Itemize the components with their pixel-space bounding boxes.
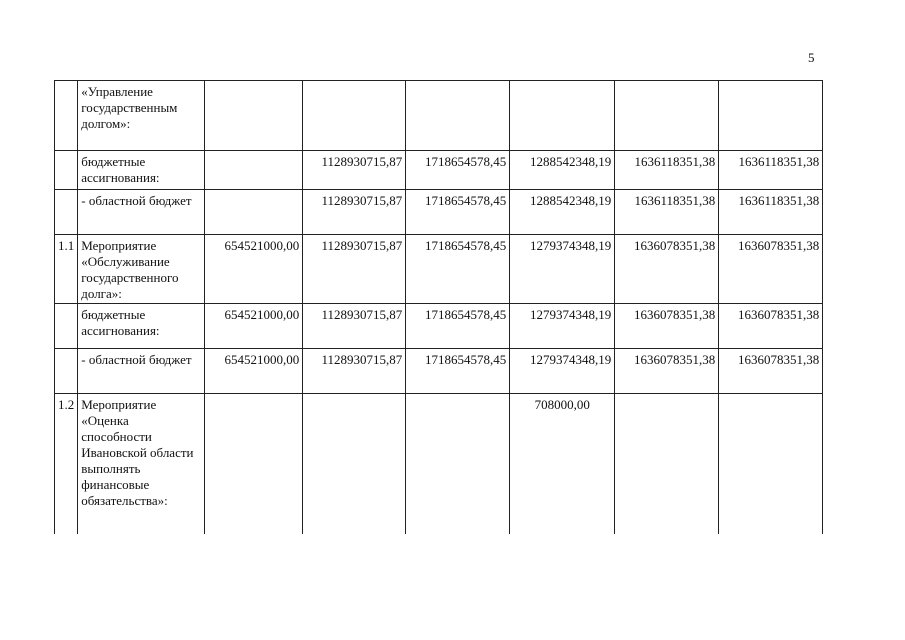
value-cell: 1718654578,45 xyxy=(406,235,510,304)
table-body xyxy=(55,81,823,534)
row-index-cell: 1.1 xyxy=(55,235,78,304)
row-name-cell: - областной бюджет xyxy=(78,349,205,394)
value-cell xyxy=(205,151,303,190)
row-index-cell xyxy=(55,349,78,394)
value-cell xyxy=(303,81,406,151)
value-cell: 1128930715,87 xyxy=(303,151,406,190)
value-cell: 1279374348,19 xyxy=(510,349,615,394)
value-cell: 1128930715,87 xyxy=(303,235,406,304)
row-name-cell: бюджетные ассигнования: xyxy=(78,304,205,349)
value-cell xyxy=(719,394,823,534)
value-cell: 1718654578,45 xyxy=(406,304,510,349)
page-number: 5 xyxy=(808,50,815,65)
value-cell: 1636078351,38 xyxy=(719,349,823,394)
value-cell xyxy=(205,81,303,151)
value-cell: 1288542348,19 xyxy=(510,190,615,235)
row-name-cell: Мероприятие «Оценка способности Ивановской области выполнять финансовые обязательства»: xyxy=(78,394,205,534)
row-name-cell: - областной бюджет xyxy=(78,190,205,235)
value-cell xyxy=(303,394,406,534)
row-index-cell xyxy=(55,151,78,190)
row-name-cell: Мероприятие «Обслуживание государственного долга»: xyxy=(78,235,205,304)
value-cell: 1636078351,38 xyxy=(719,304,823,349)
table-row xyxy=(55,304,823,349)
table-row xyxy=(55,81,823,151)
value-cell: 1288542348,19 xyxy=(510,151,615,190)
value-cell xyxy=(615,81,719,151)
value-cell: 1636078351,38 xyxy=(615,349,719,394)
table-row xyxy=(55,394,823,534)
value-cell: 1636118351,38 xyxy=(719,151,823,190)
row-name-cell: бюджетные ассигнования: xyxy=(78,151,205,190)
value-cell: 1636078351,38 xyxy=(615,304,719,349)
row-index-cell xyxy=(55,81,78,151)
row-name-cell: «Управление государственным долгом»: xyxy=(78,81,205,151)
value-cell xyxy=(615,394,719,534)
table-row xyxy=(55,151,823,190)
value-cell: 654521000,00 xyxy=(205,349,303,394)
value-cell: 654521000,00 xyxy=(205,304,303,349)
value-cell: 1128930715,87 xyxy=(303,349,406,394)
row-index-cell xyxy=(55,190,78,235)
value-cell: 1279374348,19 xyxy=(510,304,615,349)
value-cell: 1718654578,45 xyxy=(406,151,510,190)
value-cell: 1718654578,45 xyxy=(406,349,510,394)
table-row xyxy=(55,349,823,394)
value-cell xyxy=(205,394,303,534)
value-cell: 1128930715,87 xyxy=(303,304,406,349)
row-index-cell: 1.2 xyxy=(55,394,78,534)
value-cell: 1636078351,38 xyxy=(719,235,823,304)
value-cell: 1279374348,19 xyxy=(510,235,615,304)
value-cell: 654521000,00 xyxy=(205,235,303,304)
value-cell xyxy=(406,394,510,534)
value-cell: 1718654578,45 xyxy=(406,190,510,235)
value-cell: 708000,00 xyxy=(510,394,615,534)
value-cell: 1128930715,87 xyxy=(303,190,406,235)
table-row xyxy=(55,235,823,304)
value-cell xyxy=(510,81,615,151)
value-cell xyxy=(719,81,823,151)
value-cell: 1636078351,38 xyxy=(615,235,719,304)
value-cell xyxy=(406,81,510,151)
value-cell xyxy=(205,190,303,235)
value-cell: 1636118351,38 xyxy=(719,190,823,235)
row-index-cell xyxy=(55,304,78,349)
value-cell: 1636118351,38 xyxy=(615,151,719,190)
value-cell: 1636118351,38 xyxy=(615,190,719,235)
budget-table xyxy=(54,80,823,534)
table-row xyxy=(55,190,823,235)
